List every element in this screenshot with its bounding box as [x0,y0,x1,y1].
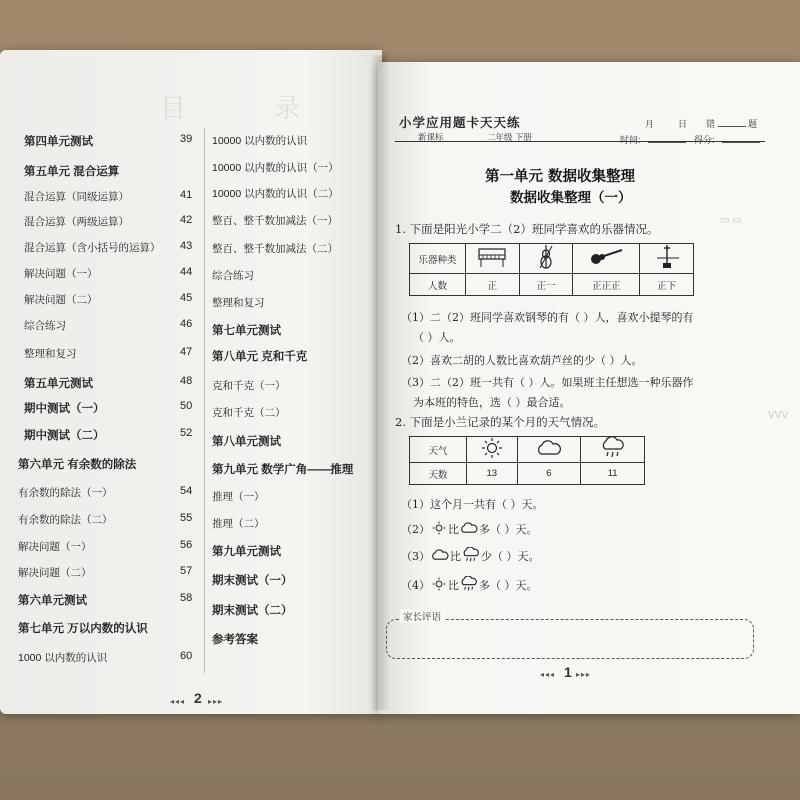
count-row-header: 人数 [410,274,466,296]
toc-page-number: 60 [180,650,193,662]
toc-entry: 期末测试（一） [212,575,293,587]
question-1-2: （2）喜欢二胡的人数比喜欢葫芦丝的少（ ）人。 [401,354,643,367]
toc-entry: 综合练习 [24,320,66,332]
bleed-through-mark: VVV [768,410,789,421]
question-2-3-num: （3） [401,550,430,563]
sunny-days: 13 [467,463,518,485]
question-2: 2. 下面是小兰记录的某个月的天气情况。 [395,415,606,429]
question-1: 1. 下面是阳光小学二（2）班同学喜欢的乐器情况。 [395,222,659,236]
lesson-title: 数据收集整理（一） [510,190,632,206]
piano-icon [466,244,520,274]
toc-entry: 整理和复习 [212,297,265,309]
bleed-through-mark: ▭ ▭ [720,215,742,226]
toc-entry: 期中测试（一） [24,403,105,415]
toc-entry: 解决问题（一） [18,541,92,553]
toc-column-divider [204,128,205,673]
rain-cloud-icon [461,547,481,563]
question-2-2-num: （2） [401,523,430,536]
parent-comment-box[interactable] [386,619,754,659]
toc-entry: 期末测试（二） [212,605,293,617]
sun-icon [430,521,448,535]
wrong-count-blank[interactable] [718,126,746,127]
cloud-icon [517,437,581,463]
toc-entry: 第六单元 有余数的除法 [18,459,137,471]
wrong-label: 错 [706,119,716,129]
book-spine [370,55,390,710]
toc-entry: 第八单元 克和千克 [212,351,308,363]
score-blank[interactable] [722,142,760,143]
toc-page-number: 42 [180,214,193,226]
score-label: 得分: [694,135,715,145]
toc-page-number: 45 [180,292,193,304]
question-2-2 [401,521,538,537]
toc-entry: 第八单元测试 [212,436,281,448]
rain-cloud-icon [581,437,645,463]
tally-violin: 正一 [519,274,573,296]
toc-entry: 第六单元测试 [18,595,87,607]
instrument-row-header: 乐器种类 [410,244,466,274]
next-arrows-icon: ▸▸▸ [208,697,224,706]
toc-page-number: 57 [180,565,193,577]
sun-icon [467,437,518,463]
toc-entry: 综合练习 [212,270,254,282]
toc-entry: 第七单元测试 [212,325,281,337]
question-2-4-tail: 多（ ）天。 [479,579,538,592]
question-2-1: （1）这个月一共有（ ）天。 [401,498,544,511]
toc-page-number: 58 [180,592,193,604]
toc-page-number: 56 [180,539,193,551]
right-page-number: 1 [564,664,572,680]
toc-entry: 第五单元 混合运算 [24,166,120,178]
toc-entry: 整百、整千数加减法（一） [212,215,338,227]
toc-entry: 期中测试（二） [24,430,105,442]
rainy-days: 11 [581,463,645,485]
tally-erhu: 正下 [640,274,694,296]
toc-page-number: 39 [180,133,193,145]
toc-entry: 参考答案 [212,634,258,646]
prev-arrows-icon: ◂◂◂ [170,697,186,706]
toc-page-number: 47 [180,346,193,358]
toc-entry: 10000 以内数的认识（一） [212,162,339,174]
rain-cloud-icon [459,576,479,592]
toc-entry: 10000 以内数的认识 [212,135,308,147]
toc-page-number: 52 [180,427,193,439]
question-2-3-tail: 少（ ）天。 [481,550,540,563]
toc-entry: 推理（一） [212,491,265,503]
toc-title: 目 录 [160,94,341,124]
toc-page-number: 44 [180,266,193,278]
toc-page-number: 54 [180,485,193,497]
compare-word: 比 [448,579,459,592]
question-2-2-tail: 多（ ）天。 [479,523,538,536]
compare-word: 比 [448,523,459,536]
toc-entry: 推理（二） [212,518,265,530]
weather-row-header: 天气 [410,437,467,463]
time-blank[interactable] [648,142,686,143]
toc-entry: 有余数的除法（一） [18,487,113,499]
edition-label: 新课标 [418,132,444,142]
toc-page-number: 41 [180,189,193,201]
toc-entry: 10000 以内数的认识（二） [212,188,339,200]
toc-entry: 混合运算（两级运算） [24,216,129,228]
days-row-header: 天数 [410,463,467,485]
sun-icon [430,577,448,591]
instrument-table [409,243,694,296]
toc-entry: 第七单元 万以内数的认识 [18,623,148,635]
violin-icon [519,244,573,274]
question-2-4 [401,576,538,593]
time-label: 时间: [620,135,641,145]
toc-entry: 解决问题（二） [24,294,98,306]
toc-entry: 1000 以内数的认识 [18,652,108,664]
compare-word: 比 [450,550,461,563]
toc-entry: 第九单元测试 [212,546,281,558]
toc-page-number: 46 [180,318,193,330]
toc-page-number: 48 [180,375,193,387]
toc-page-number: 50 [180,400,193,412]
erhu-icon [640,244,694,274]
question-2-4-num: （4） [401,579,430,592]
cloudy-days: 6 [517,463,581,485]
tally-piano: 正 [466,274,520,296]
question-1-3b: 为本班的特色，选（ ）最合适。 [413,396,571,409]
month-label: 月 [645,119,655,129]
question-1-1a: （1）二（2）班同学喜欢钢琴的有（ ）人，喜欢小提琴的有 [401,311,694,324]
cloud-icon [430,548,450,562]
toc-entry: 第四单元测试 [24,136,93,148]
toc-entry: 克和千克（二） [212,407,286,419]
question-2-3 [401,547,540,564]
toc-entry: 混合运算（同级运算） [24,191,129,203]
toc-entry: 有余数的除法（二） [18,514,113,526]
toc-entry: 混合运算（含小括号的运算） [24,242,161,254]
toc-entry: 整理和复习 [24,348,77,360]
toc-entry: 第五单元测试 [24,378,93,390]
header-rule [395,141,765,142]
weather-table [409,436,645,485]
prev-arrows-icon: ◂◂◂ [540,670,556,679]
hulusi-icon [573,244,640,274]
toc-page-number: 55 [180,512,193,524]
toc-page-number: 43 [180,240,193,252]
cloud-icon [459,521,479,535]
toc-entry: 克和千克（一） [212,380,286,392]
left-page-number: 2 [194,690,202,706]
day-label: 日 [678,119,688,129]
question-1-1b: （ ）人。 [413,331,461,344]
toc-entry: 解决问题（二） [18,567,92,579]
unit-title: 第一单元 数据收集整理 [485,168,636,185]
questions-label: 题 [748,119,758,129]
book-title: 小学应用题卡天天练 [399,115,521,130]
parent-comment-label: 家长评语 [400,609,444,623]
toc-entry: 整百、整千数加减法（二） [212,243,338,255]
next-arrows-icon: ▸▸▸ [576,670,592,679]
grade-label: 二年级 下册 [487,132,532,142]
toc-entry: 解决问题（一） [24,268,98,280]
toc-entry: 第九单元 数学广角——推理 [212,464,354,476]
tally-hulusi: 正正正 [573,274,640,296]
question-1-3a: （3）二（2）班一共有（ ）人。如果班主任想选一种乐器作 [401,376,694,389]
